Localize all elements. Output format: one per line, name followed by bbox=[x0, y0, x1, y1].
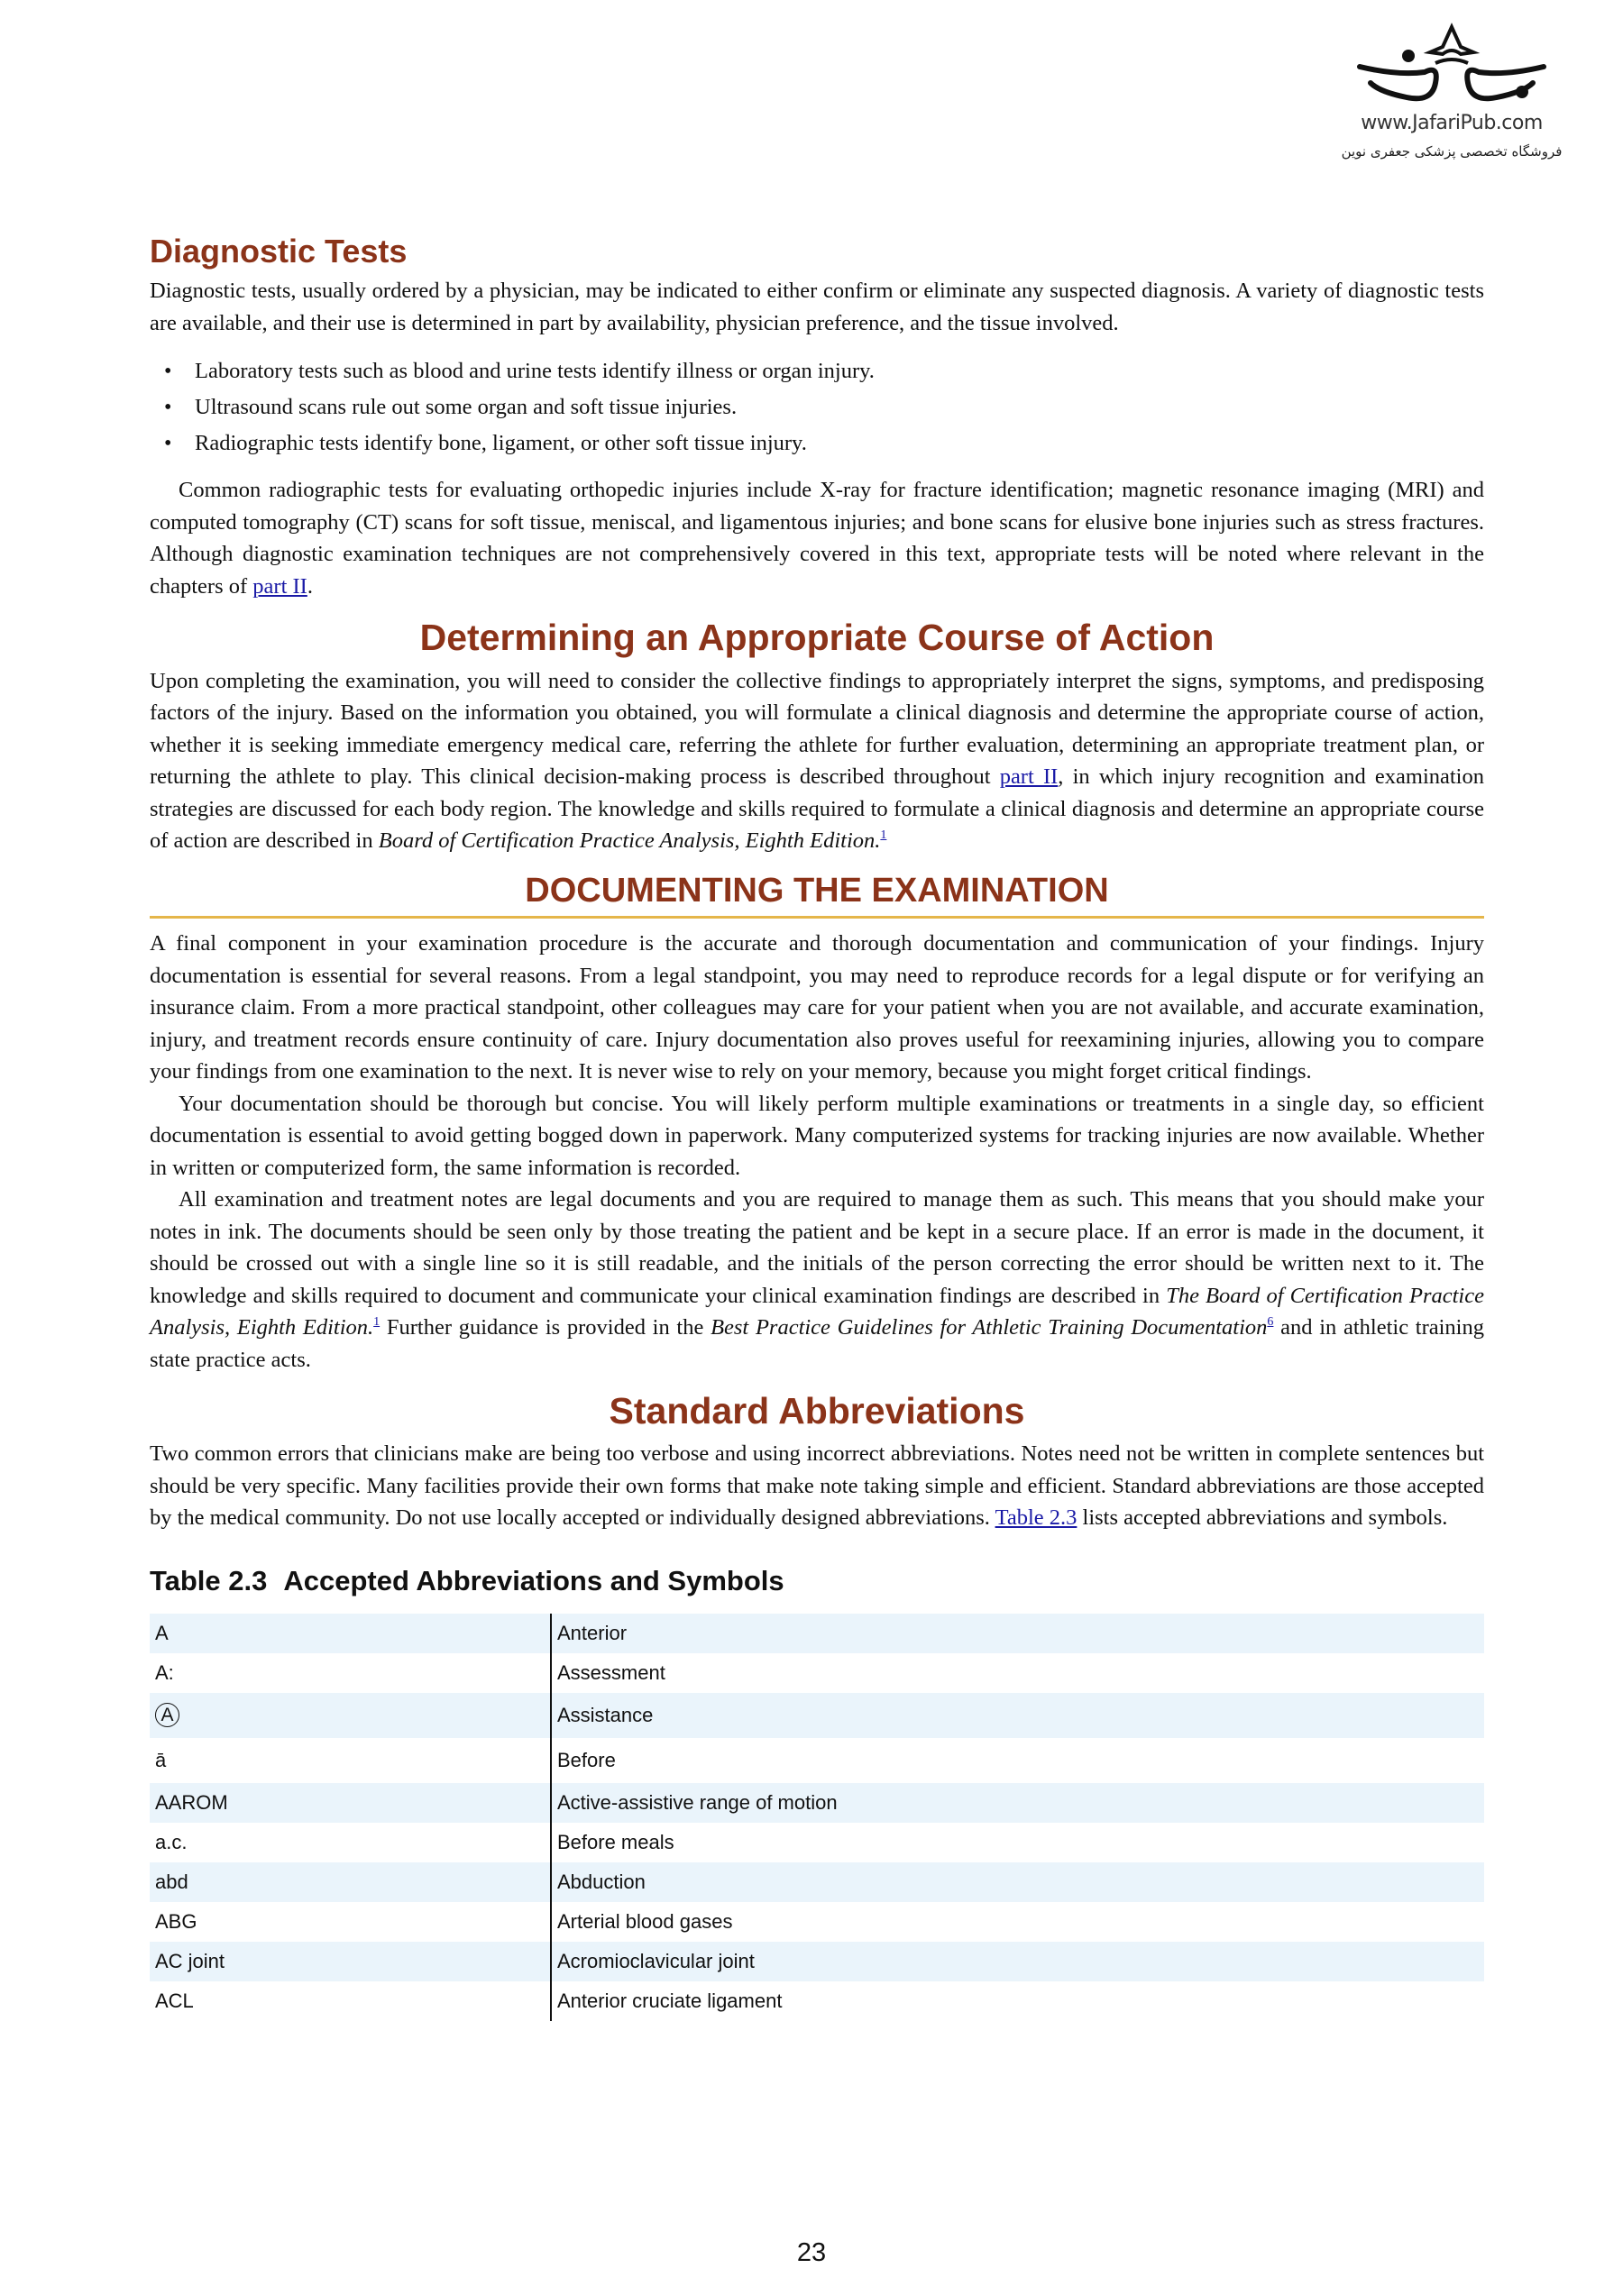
abbr-cell: AC joint bbox=[150, 1942, 551, 1981]
meaning-cell: Assessment bbox=[557, 1660, 665, 1684]
table-title: Accepted Abbreviations and Symbols bbox=[283, 1564, 784, 1596]
part-ii-link[interactable]: part II bbox=[999, 764, 1059, 790]
meaning-cell: Acromioclavicular joint bbox=[551, 1942, 1484, 1981]
list-item: • Radiographic tests identify bone, ligament, or other soft tissue injury. bbox=[150, 425, 1484, 462]
meaning-cell: Abduction bbox=[551, 1862, 1484, 1902]
footnote-ref[interactable] bbox=[880, 828, 886, 842]
table-row bbox=[150, 1981, 1484, 2021]
table-row bbox=[150, 1653, 1484, 1693]
table-row bbox=[150, 1942, 1484, 1981]
abbr-cell: AAROM bbox=[150, 1783, 551, 1823]
abbreviations-paragraph bbox=[150, 1438, 1484, 1534]
heading-documenting-examination: DOCUMENTING THE EXAMINATION bbox=[150, 872, 1484, 919]
citation-title: Board of Certification Practice Analysis, Eighth Edition. bbox=[378, 828, 881, 854]
meaning-cell: Before bbox=[557, 1748, 616, 1771]
list-item: • Laboratory tests such as blood and urine tests identify illness or organ injury. bbox=[150, 353, 1484, 389]
documenting-paragraph-1: A final component in your examination procedure is the accurate and thorough documentation and communication of your findings. Injury documentation is essential for several reasons. From a legal standpoint, you may need to reproduce records for a legal dispute or for verifying an insurance claim. From a more practical standpoint, other colleagues may care for your patient when you are not available, and accurate examination, injury, and treatment records ensure continuity of care. Injury documentation also proves useful for reexamining injuries, allowing you to compare your findings from one examination to the next. It is never wise to rely on your memory, because you might forget critical findings. bbox=[150, 931, 1484, 1084]
meaning-cell: Anterior cruciate ligament bbox=[557, 1989, 783, 2012]
publisher-logo bbox=[1316, 20, 1587, 160]
table-row bbox=[150, 1902, 1484, 1942]
paragraph-text: Further guidance is provided in the bbox=[380, 1315, 711, 1340]
page-number: 23 bbox=[796, 2238, 827, 2267]
table-2-3-link[interactable]: Table 2.3 bbox=[995, 1505, 1077, 1531]
list-item: • Ultrasound scans rule out some organ and soft tissue injuries. bbox=[150, 389, 1484, 425]
documenting-paragraph-3 bbox=[150, 1184, 1484, 1376]
paragraph-text: . bbox=[307, 573, 313, 599]
table-caption bbox=[150, 1565, 1484, 1597]
meaning-cell: Arterial blood gases bbox=[557, 1909, 733, 1933]
citation-title: The Board of Certification Practice Analysis, Eighth Edition. bbox=[150, 1283, 1484, 1340]
footnote-link[interactable]: 1 bbox=[880, 828, 887, 843]
table-row bbox=[150, 1738, 1484, 1783]
part-ii-link[interactable]: part II bbox=[252, 573, 307, 599]
circled-a-icon: A bbox=[155, 1703, 179, 1727]
paragraph-text: Two common errors that clinicians make are being too verbose and using incorrect abbreviations. Notes need not be written in complete sentences but should be very specific. Many facilities provide their own forms that make note taking simple and efficient. Standard abbreviations are those accepted by the medical community. Do not use locally accepted or individually designed abbreviations. bbox=[150, 1441, 1484, 1531]
table-number: Table 2.3 bbox=[150, 1564, 268, 1596]
diagnostic-tests-list bbox=[150, 353, 1484, 462]
citation-title: Best Practice Guidelines for Athletic Training Documentation bbox=[711, 1315, 1268, 1340]
jafaripub-calligraphy-logo-icon bbox=[1352, 20, 1551, 110]
paragraph-text: All examination and treatment notes are legal documents and you are required to manage them as such. This means that you should make your notes in ink. The documents should be seen only by those treating the patient and be kept in a secure place. If an error is made in the document, it should be crossed out with a single line so it is still readable, and the initials of the person correcting the error should be written next to it. The knowledge and skills required to document and communicate your clinical examination findings are described in bbox=[150, 1187, 1484, 1308]
page-content bbox=[150, 225, 1484, 2021]
abbr-cell: A bbox=[150, 1614, 551, 1653]
heading-course-of-action: Determining an Appropriate Course of Action bbox=[419, 617, 1215, 659]
paragraph-text: Common radiographic tests for evaluating orthopedic injuries include X-ray for fracture identification; magnetic resonance imaging (MRI) and computed tomography (CT) scans for soft tissue, meniscal, and ligamentous injuries; and bone scans for elusive bone injuries such as stress fractures. Although diagnostic examination techniques are not comprehensively covered in this text, appropriate tests will be noted where relevant in the chapters of bbox=[150, 478, 1484, 599]
paragraph-text: , in which injury recognition and examination strategies are discussed for each body region. The knowledge and skills required to formulate a clinical diagnosis and determine an appropriate course of action are described in bbox=[150, 764, 1484, 854]
abbr-cell: ABG bbox=[150, 1902, 551, 1942]
table-row bbox=[150, 1693, 1484, 1738]
table-row bbox=[150, 1614, 1484, 1653]
paragraph-text: Upon completing the examination, you will need to consider the collective findings to appropriately interpret the signs, symptoms, and predisposing factors of the injury. Based on the information you obtained, you will formulate a clinical diagnosis and determine the appropriate course of action, whether it is seeking immediate emergency medical care, referring the athlete for further evaluation, determining an appropriate treatment plan, or returning the athlete to play. This clinical decision-making process is described throughout bbox=[150, 668, 1484, 790]
abbr-cell: ACL bbox=[150, 1981, 551, 2021]
documenting-paragraph-2: Your documentation should be thorough but concise. You will likely perform multiple examinations or treatments in a single day, so efficient documentation is essential to avoid getting bogged down in paperwork. Many computerized systems for tracking injuries are now available. Whether in written or computerized form, the same information is recorded. bbox=[150, 1091, 1484, 1180]
course-of-action-paragraph bbox=[150, 665, 1484, 857]
abbr-cell: a.c. bbox=[150, 1823, 551, 1862]
logo-tagline: فروشگاه تخصصی پزشکی جعفری نوین bbox=[1341, 143, 1563, 160]
table-row bbox=[150, 1862, 1484, 1902]
paragraph-text: and in athletic training state practice acts. bbox=[150, 1315, 1484, 1372]
radiographic-tests-paragraph bbox=[150, 474, 1484, 602]
abbr-cell: abd bbox=[150, 1862, 551, 1902]
abbr-cell: ā bbox=[150, 1738, 551, 1783]
footnote-link[interactable]: 1 bbox=[373, 1315, 381, 1330]
table-row bbox=[150, 1783, 1484, 1823]
heading-standard-abbreviations: Standard Abbreviations bbox=[609, 1390, 1025, 1432]
meaning-cell: Anterior bbox=[551, 1614, 1484, 1653]
abbreviations-table bbox=[150, 1614, 1484, 2021]
heading-diagnostic-tests: Diagnostic Tests bbox=[150, 233, 408, 270]
meaning-cell: Active-assistive range of motion bbox=[551, 1783, 1484, 1823]
abbr-cell bbox=[150, 1693, 551, 1738]
table-row bbox=[150, 1823, 1484, 1862]
diagnostic-tests-intro: Diagnostic tests, usually ordered by a physician, may be indicated to either confirm or eliminate any suspected diagnosis. A variety of diagnostic tests are available, and their use is determined in part by availability, physician preference, and the tissue involved. bbox=[150, 279, 1484, 335]
abbr-cell: A: bbox=[150, 1653, 551, 1693]
paragraph-text: lists accepted abbreviations and symbols. bbox=[1077, 1505, 1448, 1531]
footnote-link[interactable]: 6 bbox=[1267, 1315, 1274, 1330]
logo-url-text: www.JafariPub.com bbox=[1361, 112, 1543, 134]
meaning-cell: Before meals bbox=[557, 1830, 674, 1853]
meaning-cell: Assistance bbox=[551, 1693, 1484, 1738]
